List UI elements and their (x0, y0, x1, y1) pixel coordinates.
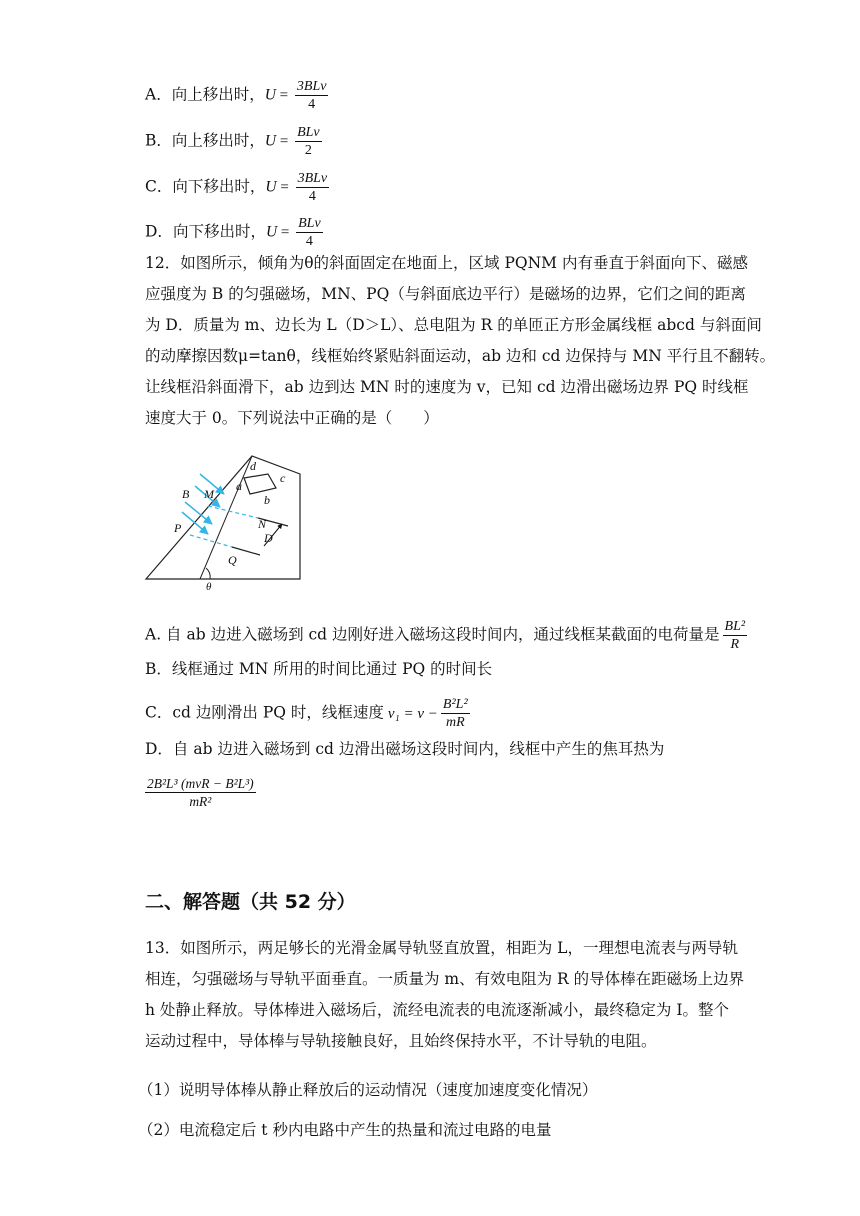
label-P: P (174, 521, 182, 535)
q12-line-1: 12．如图所示，倾角为θ的斜面固定在地面上，区域 PQNM 内有垂直于斜面向下、磁感 (145, 254, 748, 272)
incline-outline (146, 456, 300, 579)
q12-option-d: D．自 ab 边进入磁场到 cd 边滑出磁场这段时间内，线框中产生的焦耳热为 (145, 740, 665, 758)
q12-option-c: C．cd 边刚滑出 PQ 时，线框速度 v₁ = v − $\frac{\text{B²L²}}{mR}$ (145, 697, 468, 730)
q12-line-4: 的动摩擦因数μ=tanθ，线框始终紧贴斜面运动，ab 边和 cd 边保持与 MN 平行且不翻转。 (145, 347, 776, 365)
q13-sub-2: （2）电流稳定后 t 秒内电路中产生的热量和流过电路的电量 (138, 1121, 552, 1139)
q12-option-d-formula: $\frac{\text{2B²L³ (mvR − B²L³)}}{\text{mR²}}$ (147, 776, 254, 809)
label-a: a (236, 479, 242, 493)
incline-figure (140, 450, 320, 593)
q11-option-d: D．向下移出时，U = $\frac{\text{BLv}}{4}$ (145, 216, 321, 249)
q12-line-3: 为 D．质量为 m、边长为 L（D＞L）、总电阻为 R 的单匝正方形金属线框 abcd 与斜面间 (145, 316, 762, 334)
label-M: M (204, 487, 214, 501)
q11-option-a: A．向上移出时，U = $\frac{\text{3BLv}}{4}$ (145, 79, 327, 112)
label-b: b (264, 493, 270, 507)
q12-line-2: 应强度为 B 的匀强磁场，MN、PQ（与斜面底边平行）是磁场的边界，它们之间的距离 (145, 285, 746, 303)
q12-option-a: A. 自 ab 边进入磁场到 cd 边刚好进入磁场这段时间内，通过线框某截面的电荷量是 $\frac{\text{BL²}}{R}$ (145, 619, 746, 652)
field-arrow-3 (185, 502, 212, 524)
q13-line-3: h 处静止释放。导体棒进入磁场后，流经电流表的电流逐渐减小，最终稳定为 I。整个 (145, 1001, 729, 1019)
q13-line-1: 13．如图所示，两足够长的光滑金属导轨竖直放置，相距为 L，一理想电流表与两导轨 (145, 939, 738, 957)
incline-edge (200, 456, 252, 579)
section-title: 二、解答题（共 52 分） (145, 891, 356, 913)
label-Q: Q (228, 553, 237, 567)
boundary-mn (208, 506, 258, 518)
q13-line-2: 相连，匀强磁场与导轨平面垂直。一质量为 m、有效电阻为 R 的导体棒在距磁场上边界 (145, 970, 745, 988)
label-theta: θ (206, 581, 212, 593)
frame-abcd (244, 474, 276, 494)
q13-line-4: 运动过程中，导体棒与导轨接触良好，且始终保持水平，不计导轨的电阻。 (145, 1032, 657, 1050)
q12-line-6: 速度大于 0。下列说法中正确的是（ ） (145, 409, 439, 427)
field-arrow-4 (182, 512, 208, 534)
label-B: B (182, 487, 190, 501)
label-D: D (264, 531, 273, 545)
q12-line-5: 让线框沿斜面滑下，ab 边到达 MN 时的速度为 v，已知 cd 边滑出磁场边界 PQ 时线框 (145, 378, 749, 396)
q11-option-c: C．向下移出时，U = $\frac{\text{3BLv}}{4}$ (145, 171, 328, 204)
label-c: c (280, 471, 286, 485)
theta-arc (206, 568, 210, 579)
label-d: d (250, 459, 256, 473)
label-N: N (258, 517, 267, 531)
q13-sub-1: （1）说明导体棒从静止释放后的运动情况（速度加速度变化情况） (138, 1081, 598, 1099)
q12-option-b: B．线框通过 MN 所用的时间比通过 PQ 的时间长 (145, 660, 493, 678)
q11-option-b: B．向上移出时，U = $\frac{\text{BLv}}{2}$ (145, 125, 320, 158)
boundary-pq (190, 535, 232, 547)
